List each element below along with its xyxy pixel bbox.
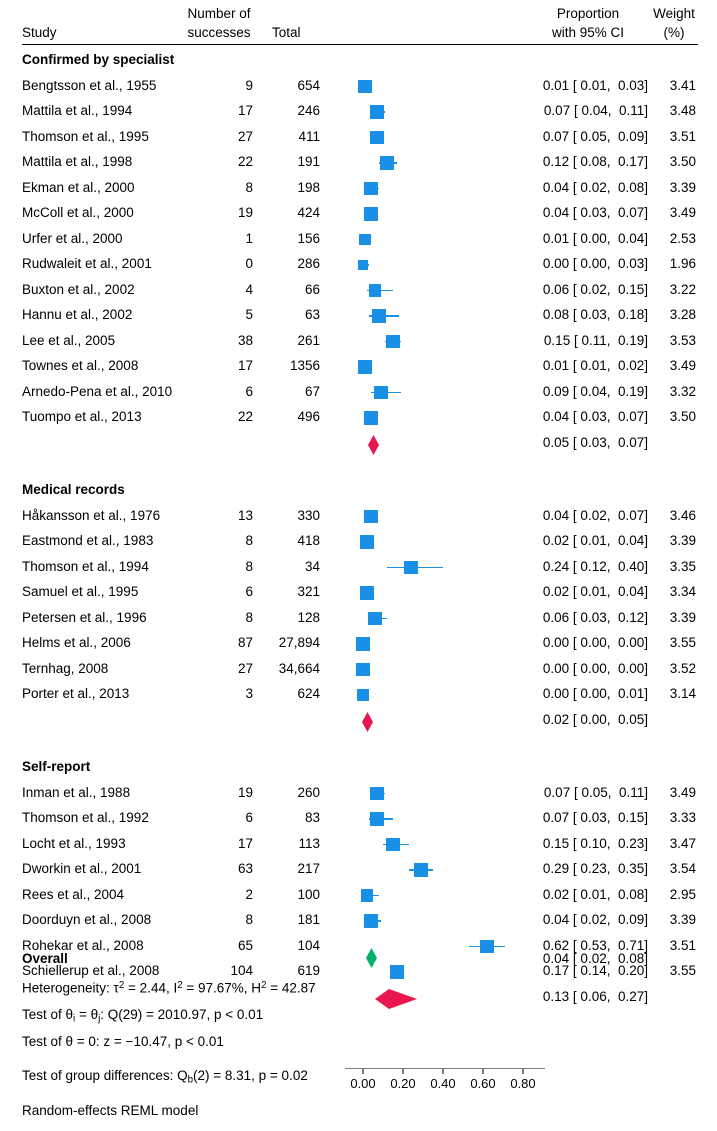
study-marker <box>368 612 381 625</box>
study-weight: 3.50 <box>669 409 696 424</box>
study-successes: 104 <box>230 963 253 978</box>
study-successes: 3 <box>245 686 253 701</box>
study-successes: 8 <box>245 533 253 548</box>
study-successes: 1 <box>245 230 253 246</box>
axis-line <box>345 1068 545 1069</box>
study-successes: 9 <box>245 77 253 93</box>
study-marker <box>386 838 400 852</box>
study-total: 198 <box>297 179 320 195</box>
study-total: 181 <box>297 912 320 927</box>
study-weight: 3.14 <box>669 686 696 701</box>
subgroup-diamond-1 <box>362 712 373 732</box>
study-weight: 3.48 <box>669 103 696 118</box>
axis-tick <box>482 1069 483 1074</box>
study-total: 128 <box>297 609 320 625</box>
header-successes-line1: Number of <box>187 6 251 21</box>
study-label: Rudwaleit et al., 2001 <box>22 256 152 271</box>
study-total: 100 <box>297 886 320 902</box>
study-successes: 19 <box>237 784 253 800</box>
subgroup-diamond-0 <box>368 435 379 455</box>
study-marker <box>356 663 370 677</box>
study-successes: 87 <box>237 635 253 650</box>
study-estimate: 0.00 [ 0.00, 0.01] <box>542 686 648 701</box>
study-estimate: 0.01 [ 0.01, 0.02] <box>542 358 648 373</box>
study-estimate: 0.02 [ 0.01, 0.08] <box>542 886 648 902</box>
study-marker <box>380 156 394 170</box>
study-estimate: 0.29 [ 0.23, 0.35] <box>542 861 648 876</box>
study-label: Mattila et al., 1998 <box>22 154 133 169</box>
study-total: 34 <box>304 558 320 574</box>
study-total: 67 <box>304 383 320 399</box>
study-estimate: 0.15 [ 0.11, 0.19] <box>543 332 648 348</box>
study-weight: 3.41 <box>669 77 696 93</box>
study-weight: 3.46 <box>669 507 696 523</box>
study-estimate: 0.01 [ 0.00, 0.04] <box>542 230 648 246</box>
axis-tick <box>402 1069 403 1074</box>
header-total: Total <box>272 25 301 40</box>
study-successes: 8 <box>245 179 253 195</box>
study-weight: 3.39 <box>669 179 696 195</box>
study-estimate: 0.06 [ 0.03, 0.12] <box>542 609 648 625</box>
subgroup-summary-estimate: 0.05 [ 0.03, 0.07] <box>542 434 648 450</box>
test-group-differences-line: Test of group differences: $Q_b(2) = 8.31$, p = 0.02 <box>22 1068 308 1086</box>
overall-estimate: 0.04 [ 0.02, 0.08] <box>542 951 648 966</box>
study-successes: 22 <box>237 154 253 169</box>
study-estimate: 0.07 [ 0.03, 0.15] <box>542 810 648 825</box>
group-heading-0: Confirmed by specialist <box>22 52 175 67</box>
axis-tick-label: 0.60 <box>470 1076 496 1091</box>
study-total: 260 <box>297 784 320 800</box>
study-label: Buxton et al., 2002 <box>22 281 135 297</box>
study-successes: 63 <box>237 861 253 876</box>
study-marker <box>358 260 368 270</box>
header-successes-line2: successes <box>187 25 251 40</box>
study-total: 63 <box>304 307 320 322</box>
study-marker <box>370 787 384 801</box>
study-label: Schiellerup et al., 2008 <box>22 963 160 978</box>
study-marker <box>404 561 417 574</box>
group-heading-1: Medical records <box>22 482 125 497</box>
axis-tick-label: 0.20 <box>390 1076 416 1091</box>
header-rule <box>22 44 698 45</box>
study-weight: 3.55 <box>669 635 696 650</box>
study-label: Rees et al., 2004 <box>22 886 125 902</box>
study-marker <box>390 965 404 979</box>
study-weight: 3.52 <box>669 660 696 676</box>
study-successes: 19 <box>237 205 253 220</box>
study-label: Locht et al., 1993 <box>22 835 126 851</box>
study-successes: 2 <box>245 886 253 902</box>
study-weight: 3.50 <box>669 154 696 169</box>
study-successes: 6 <box>245 584 253 599</box>
study-marker <box>361 889 373 901</box>
study-marker <box>414 863 428 877</box>
study-weight: 3.39 <box>669 609 696 625</box>
study-weight: 3.51 <box>669 128 696 144</box>
study-successes: 4 <box>245 281 253 297</box>
study-total: 246 <box>297 103 320 118</box>
study-marker <box>357 689 370 702</box>
study-successes: 65 <box>237 937 253 953</box>
study-weight: 3.51 <box>669 937 696 953</box>
study-successes: 17 <box>237 358 253 373</box>
study-total: 321 <box>297 584 320 599</box>
study-successes: 6 <box>245 810 253 825</box>
study-estimate: 0.04 [ 0.03, 0.07] <box>542 409 648 424</box>
study-label: Arnedo-Pena et al., 2010 <box>22 383 173 399</box>
overall-label: Overall <box>22 951 68 966</box>
study-successes: 22 <box>237 409 253 424</box>
study-successes: 27 <box>237 128 253 144</box>
study-label: Thomson et al., 1992 <box>22 810 149 825</box>
study-estimate: 0.04 [ 0.03, 0.07] <box>542 205 648 220</box>
study-label: Inman et al., 1988 <box>22 784 131 800</box>
study-total: 418 <box>297 533 320 548</box>
study-estimate: 0.04 [ 0.02, 0.08] <box>542 179 648 195</box>
study-label: Porter et al., 2013 <box>22 686 130 701</box>
study-estimate: 0.17 [ 0.14, 0.20] <box>542 963 648 978</box>
study-estimate: 0.00 [ 0.00, 0.00] <box>542 635 648 650</box>
study-successes: 8 <box>245 558 253 574</box>
study-total: 619 <box>297 963 320 978</box>
study-total: 83 <box>304 810 320 825</box>
subgroup-diamond-2 <box>375 989 417 1009</box>
study-label: McColl et al., 2000 <box>22 205 134 220</box>
study-label: Doorduyn et al., 2008 <box>22 912 152 927</box>
study-marker <box>359 234 370 245</box>
study-weight: 3.39 <box>669 533 696 548</box>
study-successes: 8 <box>245 912 253 927</box>
study-marker <box>370 131 384 145</box>
header-weight-line2: (%) <box>663 25 685 40</box>
study-total: 496 <box>297 409 320 424</box>
study-weight: 3.49 <box>669 784 696 800</box>
study-estimate: 0.02 [ 0.01, 0.04] <box>542 584 648 599</box>
study-marker <box>364 510 378 524</box>
study-marker <box>360 586 373 599</box>
study-weight: 3.47 <box>669 835 696 851</box>
study-marker <box>480 940 494 954</box>
study-estimate: 0.02 [ 0.01, 0.04] <box>542 533 648 548</box>
study-total: 411 <box>298 128 320 144</box>
study-total: 113 <box>298 835 320 851</box>
study-successes: 0 <box>245 256 253 271</box>
study-estimate: 0.24 [ 0.12, 0.40] <box>542 558 648 574</box>
study-total: 34,664 <box>278 660 320 676</box>
study-label: Samuel et al., 1995 <box>22 584 139 599</box>
study-weight: 1.96 <box>669 256 696 271</box>
study-weight: 3.28 <box>669 307 696 322</box>
study-estimate: 0.00 [ 0.00, 0.03] <box>542 256 648 271</box>
study-weight: 3.32 <box>669 383 696 399</box>
study-successes: 13 <box>237 507 253 523</box>
study-total: 330 <box>297 507 320 523</box>
study-successes: 17 <box>237 103 253 118</box>
study-marker <box>372 309 385 322</box>
study-marker <box>374 386 387 399</box>
study-successes: 17 <box>237 835 253 851</box>
test-homogeneity-line: Test of $\theta_i = \theta_j$: Q(29) = 2010.97, p < 0.01 <box>22 1007 264 1025</box>
axis-tick <box>442 1069 443 1074</box>
study-label: Ekman et al., 2000 <box>22 179 135 195</box>
study-label: Thomson et al., 1994 <box>22 558 149 574</box>
study-marker <box>370 105 384 119</box>
study-weight: 3.34 <box>669 584 696 599</box>
model-footnote: Random-effects REML model <box>22 1103 199 1118</box>
study-marker <box>364 411 378 425</box>
study-weight: 3.35 <box>669 558 696 574</box>
study-label: Dworkin et al., 2001 <box>22 861 142 876</box>
study-label: Mattila et al., 1994 <box>22 103 133 118</box>
axis-tick-label: 0.40 <box>430 1076 456 1091</box>
study-total: 191 <box>297 154 320 169</box>
study-estimate: 0.62 [ 0.53, 0.71] <box>542 937 648 953</box>
header-proportion-line2: with 95% CI <box>551 25 625 40</box>
axis-tick <box>362 1069 363 1074</box>
study-weight: 3.55 <box>669 963 696 978</box>
study-successes: 6 <box>245 383 253 399</box>
axis-tick-label: 0.80 <box>510 1076 536 1091</box>
study-marker <box>364 182 377 195</box>
study-label: Urfer et al., 2000 <box>22 230 123 246</box>
study-estimate: 0.07 [ 0.05, 0.11] <box>543 784 648 800</box>
study-label: Tuompo et al., 2013 <box>22 409 142 424</box>
study-estimate: 0.15 [ 0.10, 0.23] <box>542 835 648 851</box>
study-successes: 38 <box>237 332 253 348</box>
group-heading-2: Self-report <box>22 759 91 774</box>
study-label: Eastmond et al., 1983 <box>22 533 154 548</box>
study-total: 261 <box>297 332 320 348</box>
subgroup-summary-estimate: 0.02 [ 0.00, 0.05] <box>542 711 648 727</box>
heterogeneity-line: Heterogeneity: $\tau^2 = 2.44$, $I^2 = 97.67\%$, $H^2 = 42.87$ <box>22 980 316 996</box>
study-successes: 27 <box>237 660 253 676</box>
study-weight: 3.33 <box>669 810 696 825</box>
study-weight: 3.39 <box>669 912 696 927</box>
study-weight: 3.54 <box>669 861 696 876</box>
study-estimate: 0.00 [ 0.00, 0.00] <box>542 660 648 676</box>
test-theta-line: Test of θ = 0: z = −10.47, p < 0.01 <box>22 1034 224 1049</box>
study-estimate: 0.08 [ 0.03, 0.18] <box>542 307 648 322</box>
study-total: 104 <box>297 937 320 953</box>
study-label: Petersen et al., 1996 <box>22 609 147 625</box>
study-marker <box>358 80 371 93</box>
study-marker <box>360 535 373 548</box>
study-successes: 5 <box>245 307 253 322</box>
study-estimate: 0.12 [ 0.08, 0.17] <box>542 154 648 169</box>
study-total: 424 <box>297 205 320 220</box>
header-weight-line1: Weight <box>653 6 695 21</box>
study-weight: 3.49 <box>669 358 696 373</box>
study-label: Ternhag, 2008 <box>22 660 109 676</box>
study-estimate: 0.04 [ 0.02, 0.09] <box>542 912 648 927</box>
study-estimate: 0.06 [ 0.02, 0.15] <box>542 281 648 297</box>
study-marker <box>386 335 400 349</box>
study-total: 624 <box>297 686 320 701</box>
study-total: 217 <box>297 861 320 876</box>
study-weight: 3.53 <box>669 332 696 348</box>
study-label: Håkansson et al., 1976 <box>22 507 161 523</box>
study-marker <box>369 284 382 297</box>
study-total: 654 <box>297 77 320 93</box>
study-label: Helms et al., 2006 <box>22 635 131 650</box>
overall-diamond <box>366 948 377 968</box>
study-label: Townes et al., 2008 <box>22 358 139 373</box>
study-label: Rohekar et al., 2008 <box>22 937 144 953</box>
study-label: Lee et al., 2005 <box>22 332 116 348</box>
study-estimate: 0.09 [ 0.04, 0.19] <box>542 383 648 399</box>
study-label: Thomson et al., 1995 <box>22 128 149 144</box>
study-marker <box>356 637 370 651</box>
study-estimate: 0.04 [ 0.02, 0.07] <box>542 507 648 523</box>
header-study: Study <box>22 25 57 40</box>
study-label: Hannu et al., 2002 <box>22 307 133 322</box>
study-total: 1356 <box>289 358 320 373</box>
study-total: 156 <box>297 230 320 246</box>
study-marker <box>364 207 378 221</box>
study-successes: 8 <box>245 609 253 625</box>
study-weight: 3.49 <box>669 205 696 220</box>
study-marker <box>364 914 377 927</box>
axis-tick <box>522 1069 523 1074</box>
study-total: 66 <box>304 281 320 297</box>
study-weight: 2.95 <box>669 886 696 902</box>
axis-tick-label: 0.00 <box>350 1076 376 1091</box>
study-total: 286 <box>297 256 320 271</box>
study-estimate: 0.01 [ 0.01, 0.03] <box>542 77 648 93</box>
study-weight: 2.53 <box>669 230 696 246</box>
study-label: Bengtsson et al., 1955 <box>22 77 157 93</box>
study-marker <box>358 360 372 374</box>
study-weight: 3.22 <box>669 281 696 297</box>
study-total: 27,894 <box>278 635 320 650</box>
study-estimate: 0.07 [ 0.05, 0.09] <box>542 128 648 144</box>
study-estimate: 0.07 [ 0.04, 0.11] <box>543 103 648 118</box>
subgroup-summary-estimate: 0.13 [ 0.06, 0.27] <box>542 988 648 1004</box>
header-proportion-line1: Proportion <box>556 6 620 21</box>
study-marker <box>370 812 383 825</box>
